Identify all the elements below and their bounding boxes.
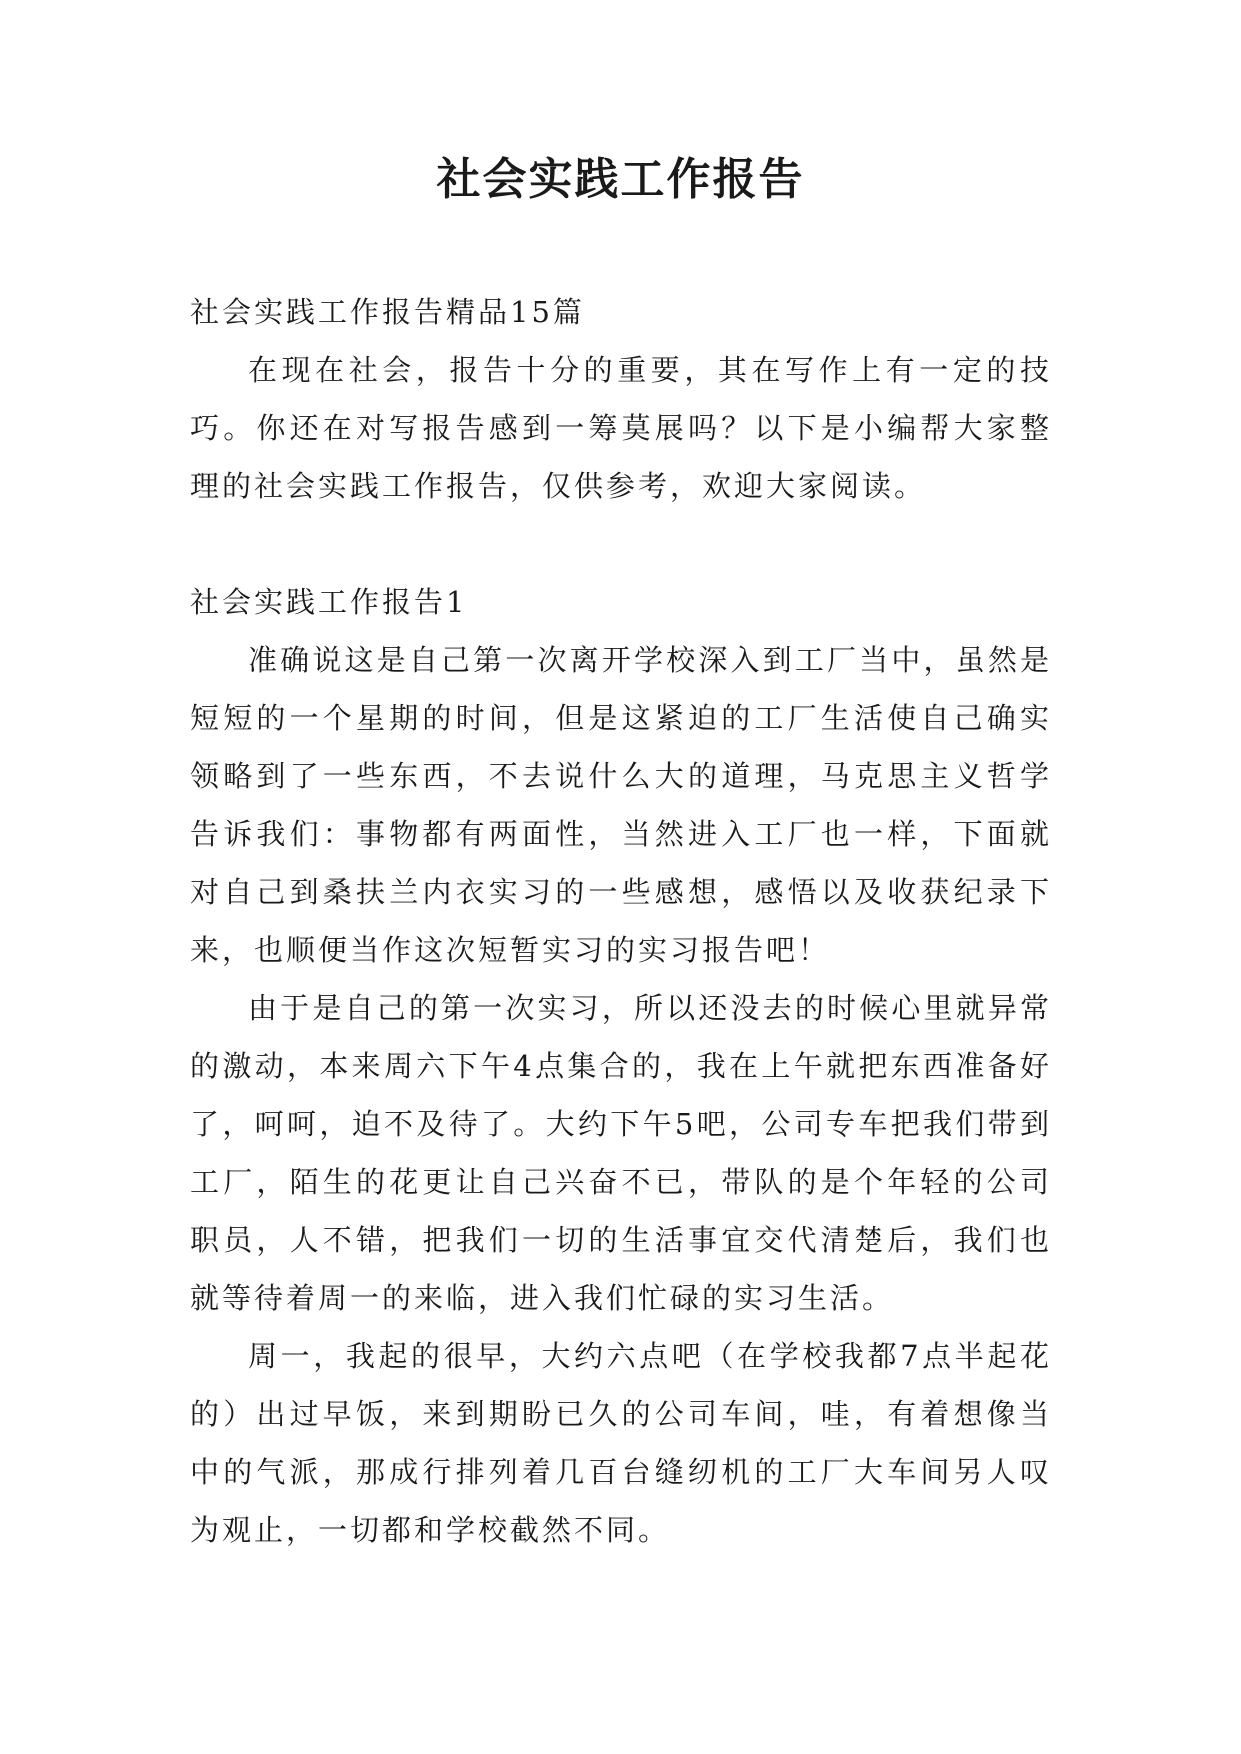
body-paragraph: 准确说这是自己第一次离开学校深入到工厂当中，虽然是短短的一个星期的时间，但是这紧迫的工厂生活使自己确实领略到了一些东西，不去说什么大的道理，马克思主义哲学告诉我们：事物都有两面性，当然进入工厂也一样，下面就对自己到桑扶兰内衣实习的一些感想，感悟以及收获纪录下来，也顺便当作这次短暂实习的实习报告吧！ [190,643,1052,967]
intro-paragraph: 在现在社会，报告十分的重要，其在写作上有一定的技巧。你还在对写报告感到一筹莫展吗？以下是小编帮大家整理的社会实践工作报告，仅供参考，欢迎大家阅读。 [190,353,1052,503]
body-paragraph: 周一，我起的很早，大约六点吧（在学校我都7点半起花的）出过早饭，来到期盼已久的公司车间，哇，有着想像当中的气派，那成行排列着几百台缝纫机的工厂大车间另人叹为观止，一切都和学校截然不同。 [190,1339,1052,1547]
body-paragraph: 由于是自己的第一次实习，所以还没去的时候心里就异常的激动，本来周六下午4点集合的，我在上午就把东西准备好了，呵呵，迫不及待了。大约下午5吧，公司专车把我们带到工厂，陌生的花更让自己兴奋不已，带队的是个年轻的公司职员，人不错，把我们一切的生活事宜交代清楚后，我们也就等待着周一的来临，进入我们忙碌的实习生活。 [190,991,1052,1315]
document-subtitle: 社会实践工作报告精品15篇 [190,295,585,329]
paragraph-spacer [190,515,1052,573]
document-title: 社会实践工作报告 [436,154,805,205]
document-body [190,283,1052,1559]
section-heading: 社会实践工作报告1 [190,585,468,619]
